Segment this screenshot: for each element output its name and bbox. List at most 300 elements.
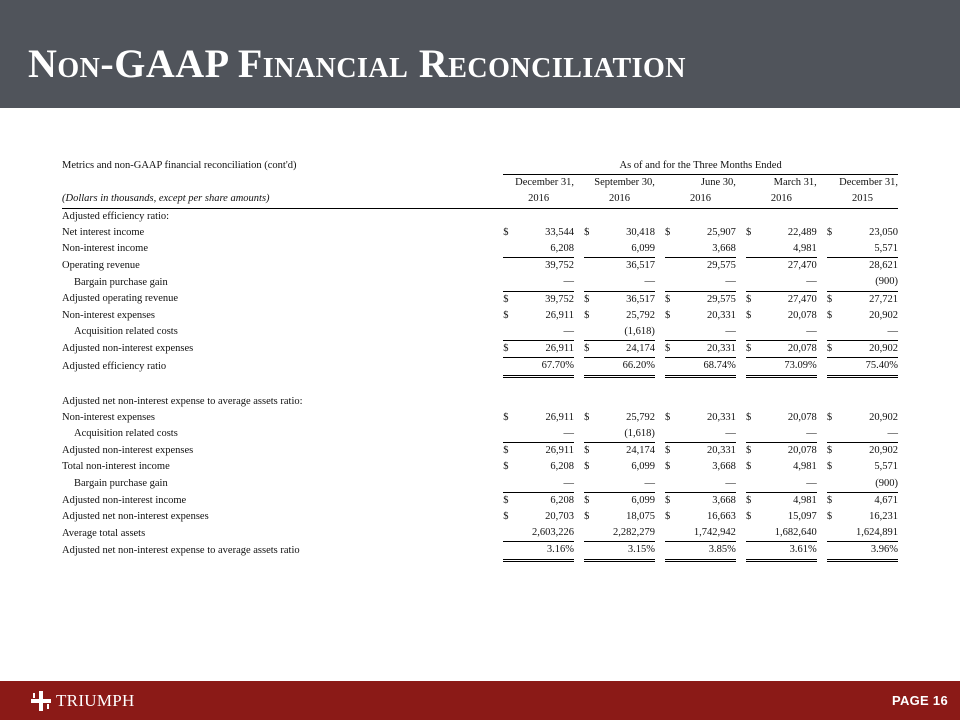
table-row [62, 459, 898, 475]
cell-value: 20,078 [787, 411, 817, 423]
cell-value: 20,078 [787, 309, 817, 321]
cell-value: 20,902 [841, 341, 898, 358]
cell-value [598, 394, 655, 410]
period-header: As of and for the Three Months Ended [503, 158, 898, 175]
column-gap [817, 208, 827, 225]
column-gap [736, 341, 746, 358]
currency-symbol [746, 426, 760, 443]
cell-value: 20,078 [760, 443, 817, 460]
column-year-4: 2016 [746, 191, 817, 208]
currency-symbol: $ [503, 492, 517, 509]
currency-symbol: $ [503, 443, 517, 460]
currency-symbol: $ [746, 291, 760, 308]
currency-symbol: $ [745, 309, 752, 321]
column-gap [655, 208, 665, 225]
column-gap [736, 225, 746, 241]
slide-title: Non-GAAP Financial Reconciliation [28, 41, 687, 86]
currency-symbol [665, 208, 679, 225]
currency-symbol: $ [584, 461, 590, 473]
cell-value: 4,671 [841, 492, 898, 509]
column-month-5: December 31, [839, 177, 898, 189]
cell-value: 6,099 [631, 461, 655, 473]
column-gap [574, 459, 584, 475]
cell-value: 3.15% [598, 542, 655, 560]
cell-value: 3.61% [760, 542, 817, 560]
currency-symbol: $ [746, 443, 760, 460]
currency-symbol: $ [826, 511, 833, 523]
column-gap [574, 225, 584, 241]
table-row [62, 509, 898, 525]
currency-symbol: $ [827, 291, 841, 308]
currency-symbol [827, 476, 841, 493]
cell-value: 25,907 [706, 226, 736, 238]
cell-value: 23,050 [869, 226, 898, 238]
column-gap [655, 394, 665, 410]
currency-symbol [665, 241, 679, 258]
cell-value: 5,571 [874, 461, 898, 473]
currency-symbol: $ [745, 226, 752, 238]
cell-value: 3.16% [517, 542, 574, 560]
cell-value: 36,517 [598, 291, 655, 308]
currency-symbol [665, 394, 679, 410]
currency-symbol: $ [665, 461, 671, 473]
cell-value: 2,282,279 [612, 527, 655, 539]
currency-symbol: $ [665, 411, 671, 423]
currency-symbol [584, 258, 598, 275]
currency-symbol: $ [826, 226, 833, 238]
column-gap [574, 476, 584, 493]
currency-symbol: $ [503, 291, 517, 308]
cell-value: — [725, 477, 736, 489]
column-gap [817, 225, 827, 241]
cell-value: 15,097 [787, 511, 817, 523]
currency-symbol: $ [665, 443, 679, 460]
table-row [62, 241, 898, 258]
currency-symbol: $ [665, 492, 679, 509]
column-gap [655, 341, 665, 358]
table-row [62, 274, 898, 291]
cell-value: 26,911 [545, 309, 575, 321]
cell-value: — [563, 428, 575, 440]
column-gap [655, 324, 665, 341]
cell-value: 67.70% [517, 358, 574, 376]
cell-value: 20,078 [760, 341, 817, 358]
column-gap [817, 525, 827, 542]
currency-symbol [827, 274, 841, 291]
currency-symbol: $ [826, 461, 833, 473]
page-number: PAGE 16 [891, 693, 948, 708]
column-gap [817, 274, 827, 291]
column-year-2: 2016 [584, 191, 655, 208]
currency-symbol [665, 525, 679, 542]
currency-symbol [584, 476, 598, 493]
column-gap [817, 291, 827, 308]
column-year-3: 2016 [665, 191, 736, 208]
column-gap [574, 241, 584, 258]
cell-value: 29,575 [679, 258, 736, 275]
cell-value: 28,621 [841, 258, 898, 275]
table-row [62, 542, 898, 560]
column-gap [655, 443, 665, 460]
cell-value: (1,618) [624, 428, 655, 440]
currency-symbol: $ [503, 309, 509, 321]
column-month-4: March 31, [773, 177, 817, 189]
currency-symbol: $ [745, 511, 752, 523]
table-caption: Metrics and non-GAAP financial reconciliation (cont'd) [62, 160, 297, 172]
currency-symbol: $ [503, 226, 509, 238]
column-gap [817, 410, 827, 426]
cell-value: — [887, 428, 898, 440]
currency-symbol [746, 241, 760, 258]
column-gap [574, 443, 584, 460]
row-label: Average total assets [62, 527, 146, 539]
cell-value: 3.96% [841, 542, 898, 560]
column-gap [736, 258, 746, 275]
currency-symbol [827, 358, 841, 376]
column-gap [736, 394, 746, 410]
currency-symbol: $ [665, 309, 671, 321]
currency-symbol [584, 241, 598, 258]
row-label: Non-interest expenses [62, 309, 156, 321]
reconciliation-table [62, 158, 898, 562]
table-header-row-1 [62, 158, 898, 175]
column-gap [817, 509, 827, 525]
currency-symbol [503, 542, 517, 560]
column-gap [574, 358, 584, 376]
cell-value: 20,331 [706, 309, 736, 321]
currency-symbol: $ [827, 341, 841, 358]
currency-symbol: $ [503, 511, 509, 523]
cell-value [517, 208, 574, 225]
currency-symbol: $ [584, 443, 598, 460]
table-row [62, 308, 898, 324]
table-row [62, 410, 898, 426]
currency-symbol: $ [665, 226, 671, 238]
currency-symbol: $ [584, 291, 598, 308]
currency-symbol: $ [584, 309, 590, 321]
table-row [62, 358, 898, 376]
currency-symbol [503, 426, 517, 443]
cell-value: (900) [875, 276, 898, 288]
cell-value: 30,418 [626, 226, 655, 238]
currency-symbol [584, 358, 598, 376]
currency-symbol [503, 241, 517, 258]
cell-value: 36,517 [598, 258, 655, 275]
cell-value: 26,911 [517, 443, 574, 460]
cell-value: 20,331 [679, 341, 736, 358]
cell-value: 25,792 [626, 411, 655, 423]
column-gap [574, 542, 584, 560]
cell-value: 25,792 [626, 309, 655, 321]
column-gap [574, 324, 584, 341]
cell-value: 16,663 [706, 511, 736, 523]
cell-value: 3,668 [712, 461, 736, 473]
column-gap [817, 258, 827, 275]
currency-symbol [503, 324, 517, 341]
cell-value: 3.85% [679, 542, 736, 560]
column-gap [574, 525, 584, 542]
currency-symbol [665, 258, 679, 275]
cell-value: 26,911 [517, 341, 574, 358]
currency-symbol [746, 324, 760, 341]
currency-symbol [503, 394, 517, 410]
cell-value [679, 394, 736, 410]
cell-value: 1,624,891 [856, 527, 898, 539]
column-gap [655, 410, 665, 426]
row-label: Non-interest income [62, 243, 149, 255]
column-gap [574, 208, 584, 225]
row-label: Adjusted efficiency ratio: [62, 210, 170, 222]
currency-symbol [584, 208, 598, 225]
column-month-1: December 31, [515, 177, 575, 189]
column-gap [817, 341, 827, 358]
column-gap [655, 525, 665, 542]
currency-symbol [746, 394, 760, 410]
column-gap [574, 426, 584, 443]
column-gap [817, 492, 827, 509]
cell-value: 16,231 [869, 511, 898, 523]
column-gap [736, 410, 746, 426]
cell-value [760, 208, 817, 225]
column-gap [574, 492, 584, 509]
cell-value [760, 394, 817, 410]
spacer-row [62, 376, 898, 394]
cell-value: (1,618) [624, 326, 655, 338]
cell-value: 4,981 [793, 461, 817, 473]
cell-value [841, 208, 898, 225]
cell-value: 20,902 [869, 309, 898, 321]
cell-value: 66.20% [598, 358, 655, 376]
currency-symbol [746, 542, 760, 560]
column-gap [574, 509, 584, 525]
column-gap [574, 410, 584, 426]
currency-symbol: $ [584, 341, 598, 358]
currency-symbol [503, 208, 517, 225]
cell-value [598, 208, 655, 225]
column-gap [574, 258, 584, 275]
currency-symbol: $ [584, 226, 590, 238]
cell-value: 20,331 [679, 443, 736, 460]
currency-symbol: $ [745, 411, 752, 423]
cell-value: — [725, 326, 736, 338]
currency-symbol: $ [503, 341, 517, 358]
currency-symbol [827, 525, 841, 542]
currency-symbol: $ [746, 341, 760, 358]
currency-symbol: $ [826, 411, 833, 423]
column-gap [817, 241, 827, 258]
cell-value: — [725, 428, 736, 440]
table-row [62, 258, 898, 275]
column-gap [655, 225, 665, 241]
column-gap [736, 426, 746, 443]
column-gap [655, 492, 665, 509]
column-gap [574, 274, 584, 291]
column-gap [817, 394, 827, 410]
cell-value: — [725, 276, 736, 288]
currency-symbol [665, 358, 679, 376]
column-gap [655, 358, 665, 376]
currency-symbol: $ [503, 461, 509, 473]
cell-value: 27,470 [760, 291, 817, 308]
column-gap [655, 241, 665, 258]
cell-value: 33,544 [545, 226, 575, 238]
triumph-cross-icon [30, 690, 52, 712]
currency-symbol [665, 476, 679, 493]
units-note: (Dollars in thousands, except per share amounts) [62, 191, 503, 208]
cell-value: 6,208 [517, 492, 574, 509]
currency-symbol [827, 324, 841, 341]
cell-value: 24,174 [598, 443, 655, 460]
cell-value: 18,075 [626, 511, 655, 523]
column-gap [736, 241, 746, 258]
currency-symbol [665, 426, 679, 443]
cell-value: 29,575 [679, 291, 736, 308]
row-label: Adjusted non-interest income [62, 494, 187, 506]
row-label: Bargain purchase gain [74, 477, 168, 489]
cell-value: 1,742,942 [693, 527, 736, 539]
currency-symbol [584, 525, 598, 542]
cell-value: 27,721 [841, 291, 898, 308]
column-gap [736, 443, 746, 460]
row-label: Bargain purchase gain [74, 276, 168, 288]
column-month-2: September 30, [594, 177, 655, 189]
column-gap [736, 542, 746, 560]
cell-value: 6,099 [631, 243, 655, 255]
column-gap [736, 459, 746, 475]
currency-symbol [503, 274, 517, 291]
slide-header [0, 0, 960, 108]
cell-value: 6,208 [550, 461, 575, 473]
currency-symbol: $ [584, 492, 598, 509]
column-gap [736, 525, 746, 542]
cell-value [517, 394, 574, 410]
cell-value: — [806, 326, 817, 338]
cell-value: 26,911 [545, 411, 575, 423]
table-row [62, 324, 898, 341]
cell-value: 6,208 [550, 243, 575, 255]
column-gap [736, 291, 746, 308]
row-label: Adjusted efficiency ratio [62, 360, 167, 372]
column-year-5: 2015 [827, 191, 898, 208]
column-gap [655, 258, 665, 275]
row-label: Adjusted non-interest expenses [62, 445, 194, 456]
table-row [62, 291, 898, 308]
currency-symbol: $ [827, 443, 841, 460]
currency-symbol [584, 542, 598, 560]
currency-symbol [584, 274, 598, 291]
cell-value: 20,331 [706, 411, 736, 423]
currency-symbol [503, 258, 517, 275]
cell-value: 3,668 [712, 243, 736, 255]
row-label: Net interest income [62, 226, 145, 238]
currency-symbol [827, 208, 841, 225]
cell-value: 68.74% [679, 358, 736, 376]
currency-symbol [584, 394, 598, 410]
column-gap [574, 341, 584, 358]
cell-value [841, 394, 898, 410]
column-gap [817, 324, 827, 341]
currency-symbol [827, 241, 841, 258]
column-month-3: June 30, [700, 177, 736, 189]
cell-value: 20,703 [545, 511, 575, 523]
company-logo [30, 690, 135, 712]
row-label: Adjusted net non-interest expense to average assets ratio [62, 544, 300, 556]
currency-symbol: $ [826, 309, 833, 321]
cell-value: 75.40% [841, 358, 898, 376]
cell-value: 20,902 [869, 411, 898, 423]
table-row [62, 208, 898, 225]
column-gap [655, 509, 665, 525]
column-gap [817, 308, 827, 324]
cell-value: — [563, 477, 575, 489]
currency-symbol: $ [665, 511, 671, 523]
cell-value: 39,752 [517, 258, 574, 275]
column-gap [817, 476, 827, 493]
currency-symbol [827, 258, 841, 275]
column-gap [655, 476, 665, 493]
column-gap [655, 274, 665, 291]
column-gap [736, 476, 746, 493]
column-gap [574, 394, 584, 410]
row-label: Total non-interest income [62, 461, 170, 473]
currency-symbol: $ [503, 411, 509, 423]
row-label: Operating revenue [62, 259, 140, 271]
row-label: Acquisition related costs [74, 428, 178, 440]
currency-symbol [665, 542, 679, 560]
cell-value: — [806, 477, 817, 489]
cell-value [679, 208, 736, 225]
currency-symbol [746, 274, 760, 291]
cell-value: 73.09% [760, 358, 817, 376]
currency-symbol: $ [665, 341, 679, 358]
currency-symbol: $ [584, 411, 590, 423]
currency-symbol [746, 358, 760, 376]
table-row [62, 341, 898, 358]
spacer-cell [62, 376, 898, 394]
table-header-row-3 [62, 191, 898, 208]
cell-value: 20,902 [841, 443, 898, 460]
column-gap [574, 308, 584, 324]
column-gap [655, 291, 665, 308]
column-gap [574, 291, 584, 308]
currency-symbol [503, 358, 517, 376]
cell-value: 2,603,226 [532, 527, 575, 539]
cell-value: — [563, 326, 575, 338]
currency-symbol [746, 476, 760, 493]
slide-footer [0, 681, 960, 720]
row-label: Adjusted operating revenue [62, 293, 179, 305]
currency-symbol [665, 274, 679, 291]
column-year-1: 2016 [503, 191, 574, 208]
cell-value: — [806, 428, 817, 440]
currency-symbol: $ [827, 492, 841, 509]
column-gap [817, 358, 827, 376]
cell-value: — [887, 326, 898, 338]
currency-symbol: $ [745, 461, 752, 473]
currency-symbol: $ [665, 291, 679, 308]
row-label: Adjusted net non-interest expenses [62, 511, 209, 523]
row-label: Adjusted non-interest expenses [62, 343, 194, 355]
currency-symbol [665, 324, 679, 341]
table-header-row-2 [62, 175, 898, 192]
cell-value: — [644, 477, 655, 489]
currency-symbol: $ [584, 511, 590, 523]
currency-symbol [827, 542, 841, 560]
cell-value: 22,489 [787, 226, 817, 238]
column-gap [655, 542, 665, 560]
cell-value: 6,099 [598, 492, 655, 509]
cell-value: 4,981 [793, 243, 817, 255]
